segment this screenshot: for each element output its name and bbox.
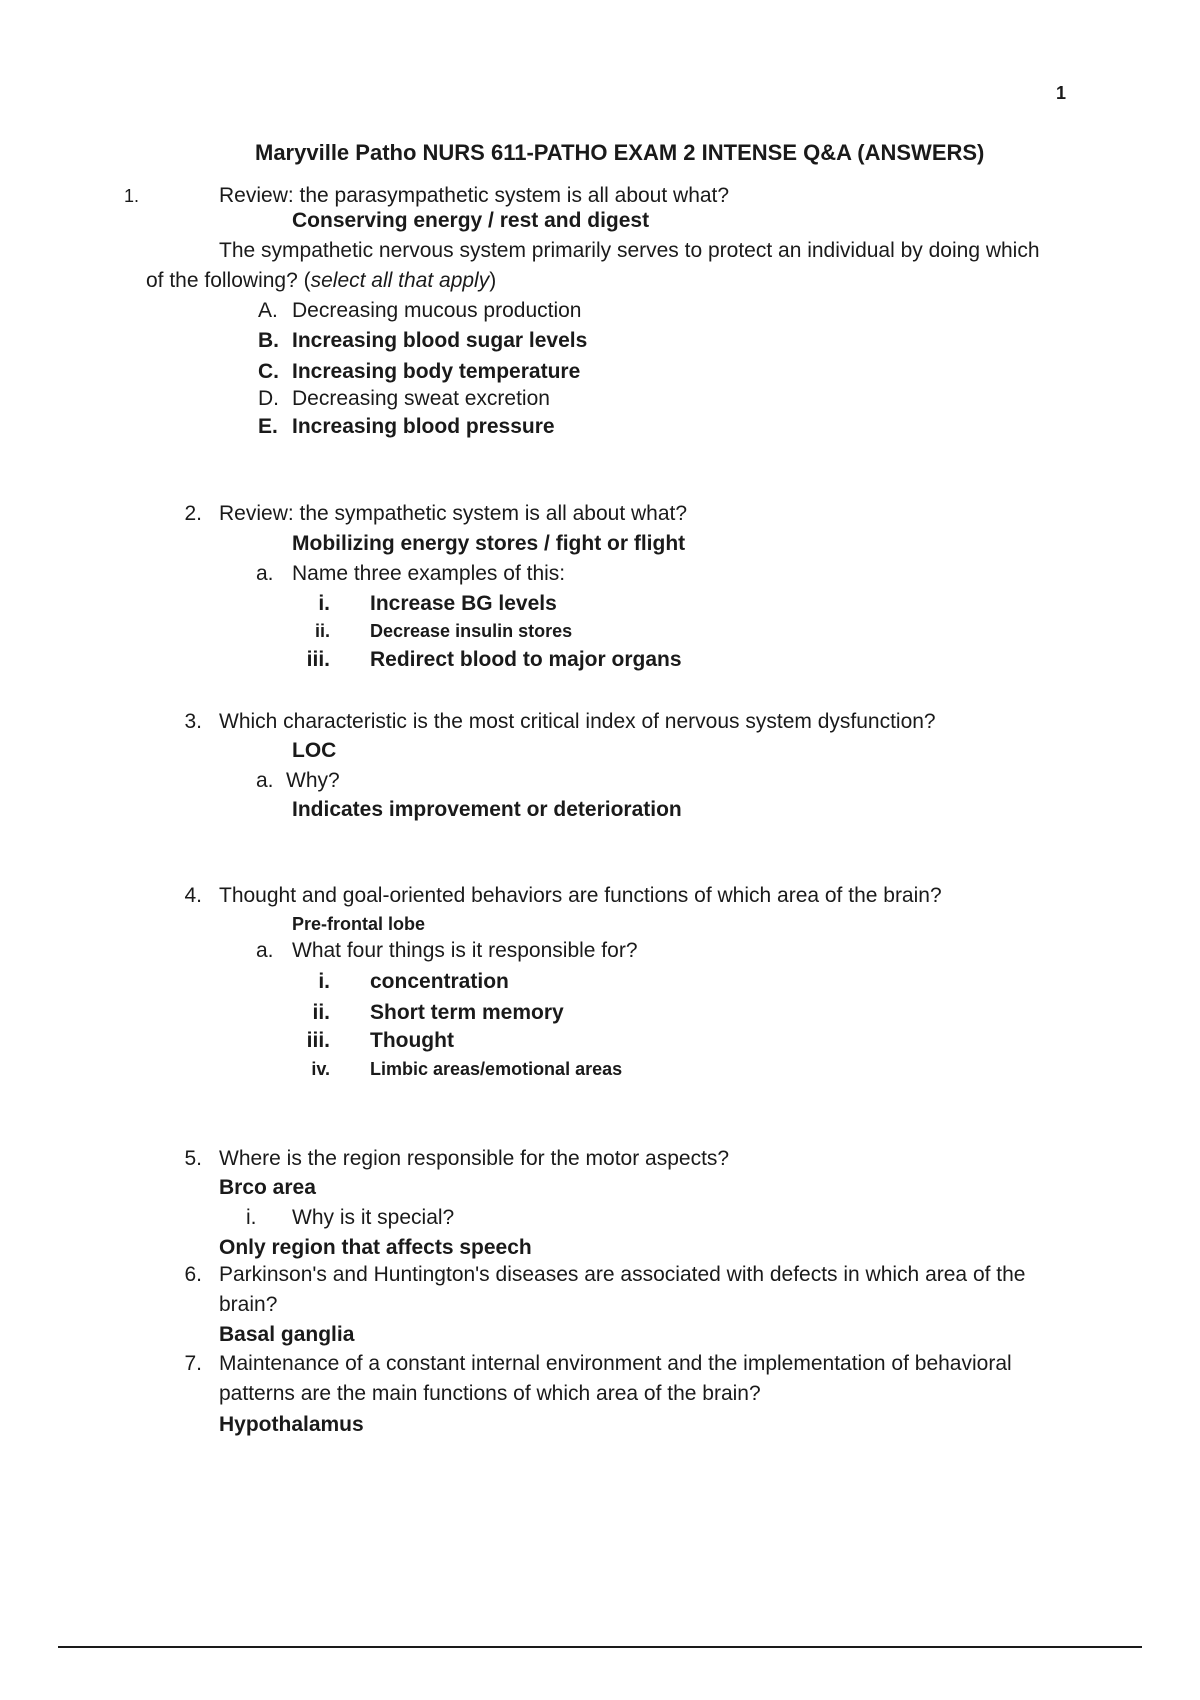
q3-sub-answer: Indicates improvement or deterioration — [292, 798, 682, 821]
q6-answer: Basal ganglia — [219, 1323, 355, 1346]
q1-option-e — [258, 413, 555, 441]
q2-number: 2. — [184, 502, 202, 525]
q5-sub-question: Why is it special? — [292, 1206, 455, 1229]
q1-option-d — [258, 385, 550, 413]
page-number: 1 — [1056, 83, 1067, 103]
q2-example-numeral: i. — [318, 592, 330, 615]
q7-question-line1: Maintenance of a constant internal environment and the implementation of behavioral — [219, 1352, 1012, 1375]
q2-example-numeral: iii. — [306, 648, 330, 671]
q7-question-line2: patterns are the main functions of which area of the brain? — [219, 1382, 761, 1405]
q4-question: Thought and goal-oriented behaviors are functions of which area of the brain? — [219, 884, 942, 907]
option-letter: C. — [258, 360, 279, 383]
q1-review-answer: Conserving energy / rest and digest — [292, 209, 650, 232]
option-text: Increasing blood sugar levels — [292, 329, 588, 352]
option-letter: B. — [258, 329, 279, 352]
q4-item-numeral: i. — [318, 970, 330, 993]
q6-question-line2: brain? — [219, 1293, 278, 1316]
q7-answer: Hypothalamus — [219, 1413, 364, 1436]
q1-question-prefix: of the following? ( — [146, 269, 311, 292]
page-title: Maryville Patho NURS 611-PATHO EXAM 2 INTENSE Q&A (ANSWERS) — [255, 140, 985, 165]
q4-item-text: Thought — [370, 1029, 454, 1052]
q5-number: 5. — [184, 1147, 202, 1170]
option-letter: A. — [258, 299, 278, 322]
q7-number: 7. — [184, 1352, 202, 1375]
q1-question-line2 — [146, 267, 496, 295]
q1-question-line1: The sympathetic nervous system primarily serves to protect an individual by doing which — [219, 239, 1040, 262]
option-text: Decreasing mucous production — [292, 299, 582, 322]
q1-question-italic: select all that apply — [310, 269, 490, 292]
option-text: Increasing body temperature — [292, 360, 581, 383]
q2-example-text: Redirect blood to major organs — [370, 648, 682, 671]
q6-number: 6. — [184, 1263, 202, 1286]
q3-sub-question: Why? — [286, 769, 340, 792]
q1-number: 1. — [124, 186, 140, 206]
q5-sub-numeral: i. — [246, 1206, 257, 1229]
q1-question-suffix: ) — [489, 269, 497, 292]
q1-option-a — [258, 297, 582, 325]
q4-answer: Pre-frontal lobe — [292, 914, 426, 934]
q1-option-b — [258, 327, 588, 355]
q1-option-c — [258, 358, 581, 386]
q4-item-text: concentration — [370, 970, 509, 993]
q4-number: 4. — [184, 884, 202, 907]
q3-question: Which characteristic is the most critical index of nervous system dysfunction? — [219, 710, 936, 733]
q4-item-numeral: ii. — [312, 1001, 330, 1024]
q5-question: Where is the region responsible for the motor aspects? — [219, 1147, 730, 1170]
q3-sub-letter: a. — [256, 769, 274, 792]
q4-sub-letter: a. — [256, 939, 274, 962]
q2-example-numeral: ii. — [314, 621, 330, 641]
page-divider — [58, 1646, 1142, 1648]
q5-sub-answer: Only region that affects speech — [219, 1236, 532, 1259]
option-letter: D. — [258, 387, 279, 410]
option-text: Decreasing sweat excretion — [292, 387, 550, 410]
q1-review: Review: the parasympathetic system is all about what? — [219, 184, 730, 207]
q2-sub-question: Name three examples of this: — [292, 562, 566, 585]
q4-item-text: Limbic areas/emotional areas — [370, 1059, 623, 1079]
q2-example-text: Decrease insulin stores — [370, 621, 573, 641]
q5-answer: Brco area — [219, 1176, 316, 1199]
q2-question: Review: the sympathetic system is all about what? — [219, 502, 688, 525]
q2-answer: Mobilizing energy stores / fight or flight — [292, 532, 686, 555]
q2-example-text: Increase BG levels — [370, 592, 557, 615]
q4-item-text: Short term memory — [370, 1001, 564, 1024]
q6-question-line1: Parkinson's and Huntington's diseases are associated with defects in which area of the — [219, 1263, 1026, 1286]
q2-sub-letter: a. — [256, 562, 274, 585]
q3-answer: LOC — [292, 739, 337, 762]
q4-item-numeral: iii. — [306, 1029, 330, 1052]
option-text: Increasing blood pressure — [292, 415, 555, 438]
option-letter: E. — [258, 415, 278, 438]
q3-number: 3. — [184, 710, 202, 733]
q4-sub-question: What four things is it responsible for? — [292, 939, 638, 962]
q4-item-numeral: iv. — [311, 1059, 330, 1079]
